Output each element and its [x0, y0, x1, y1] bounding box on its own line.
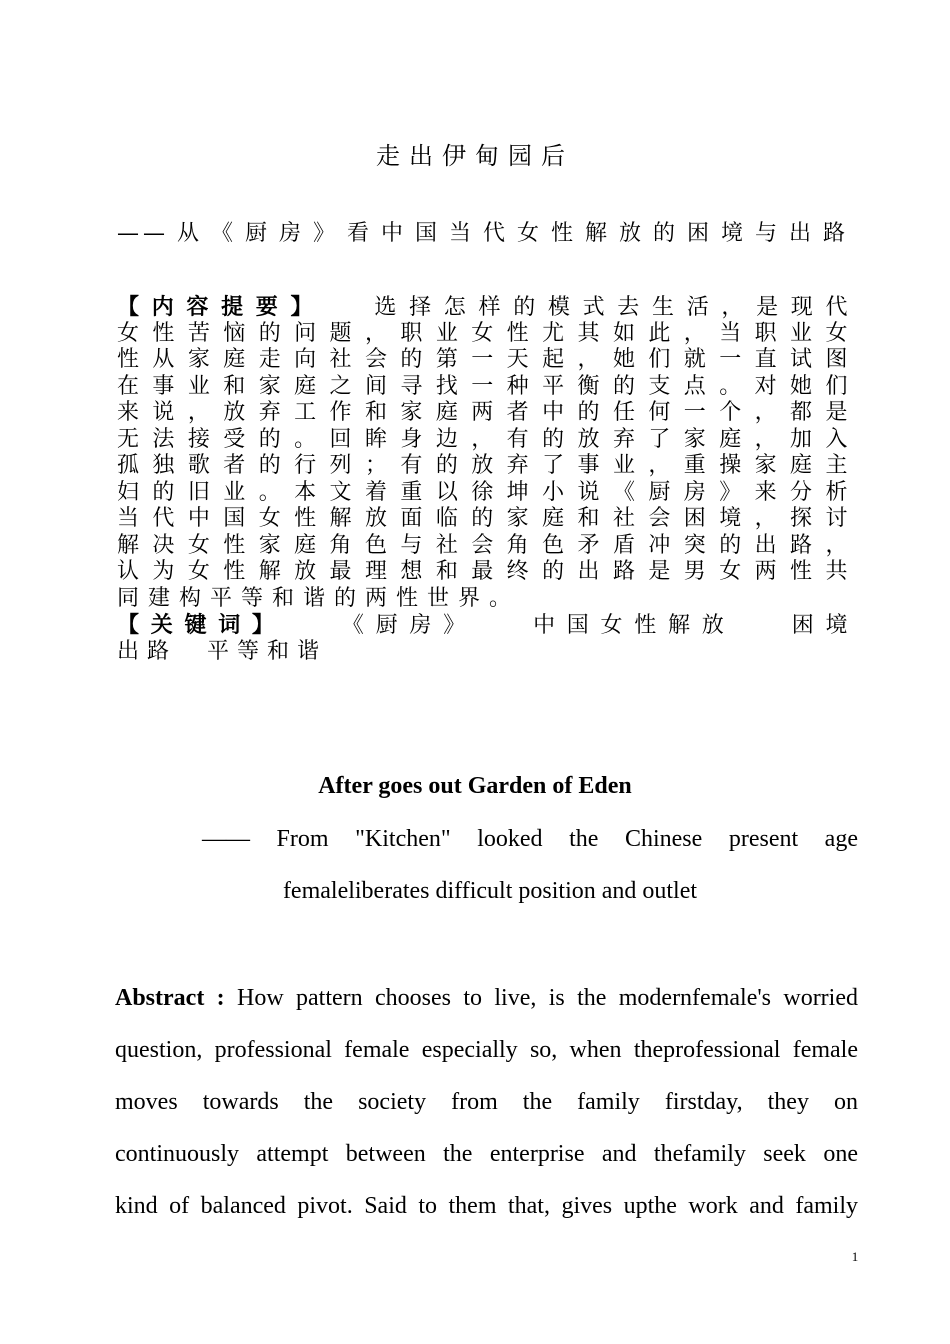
keyword-1: 《厨房》	[331, 613, 477, 638]
chinese-abstract-text: 选择怎样的模式去生活，是现代	[363, 295, 849, 320]
chinese-abstract-line: 当代中国女性解放面临的家庭和社会困境，探讨	[117, 506, 849, 531]
chinese-keywords-label: 【关键词】	[117, 612, 286, 638]
page-number: 1	[851, 1249, 859, 1264]
chinese-abstract	[117, 294, 849, 665]
chinese-abstract-line-last: 同建构平等和谐的两性世界。	[117, 585, 521, 611]
chinese-abstract-line: 认为女性解放最理想和最终的出路是男女两性共	[117, 559, 849, 584]
keyword-5: 平等和谐	[207, 638, 328, 664]
keyword-3: 困境	[781, 613, 849, 638]
chinese-abstract-line: 解决女性家庭角色与社会角色矛盾冲突的出路，	[117, 532, 849, 558]
english-abstract-label: Abstract :	[115, 985, 225, 1011]
keyword-4: 出路	[117, 638, 178, 664]
chinese-subtitle: ——从《厨房》看中国当代女性解放的困境与出路	[117, 221, 849, 246]
english-abstract-line: continuously attempt between the enterprise and thefamily seek one	[115, 1141, 858, 1167]
chinese-abstract-line: 无法接受的。回眸身边，有的放弃了家庭，加入	[117, 426, 849, 452]
english-abstract	[115, 980, 858, 1240]
english-abstract-text: How pattern chooses to live, is the modernfemale's worried	[237, 985, 858, 1011]
english-abstract-line: question, professional female especially so, when theprofessional female	[115, 1037, 858, 1063]
english-title: After goes out Garden of Eden	[318, 773, 632, 799]
english-abstract-line-1	[115, 980, 858, 1032]
chinese-abstract-line: 在事业和家庭之间寻找一种平衡的支点。对她们	[117, 373, 849, 399]
chinese-keywords-line-2	[117, 639, 849, 666]
keyword-2: 中国女性解放	[522, 613, 736, 638]
chinese-abstract-line: 性从家庭走向社会的第一天起，她们就一直试图	[117, 347, 849, 372]
chinese-abstract-line: 孤独歌者的行列；有的放弃了事业，重操家庭主	[117, 453, 849, 478]
chinese-abstract-line: 妇的旧业。本文着重以徐坤小说《厨房》来分析	[117, 479, 849, 505]
chinese-keywords-line	[117, 612, 849, 639]
chinese-abstract-line-1	[117, 294, 849, 321]
chinese-title: 走出伊甸园后	[376, 142, 574, 170]
english-abstract-line: moves towards the society from the family firstday, they on	[115, 1089, 858, 1115]
english-subtitle-line-1: —— From "Kitchen" looked the Chinese present age	[202, 826, 858, 852]
english-subtitle-line-2: femaleliberates difficult position and outlet	[282, 878, 698, 904]
chinese-abstract-label: 【内容提要】	[117, 294, 326, 320]
english-abstract-line: kind of balanced pivot. Said to them that, gives upthe work and family	[115, 1193, 858, 1219]
chinese-abstract-line: 女性苦恼的问题，职业女性尤其如此，当职业女	[117, 320, 849, 346]
chinese-abstract-line: 来说，放弃工作和家庭两者中的任何一个，都是	[117, 400, 849, 425]
